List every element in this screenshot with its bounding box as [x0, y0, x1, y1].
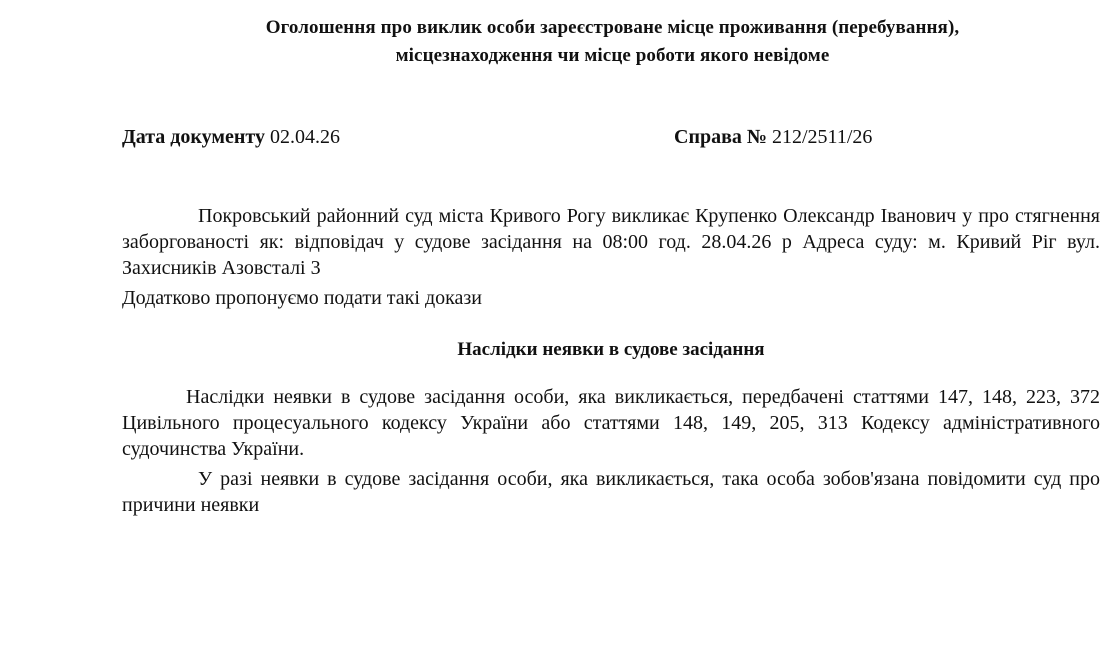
- document-title-line-1: Оголошення про виклик особи зареєстроване місце проживання (перебування),: [265, 17, 960, 38]
- document-date-label: Дата документу: [122, 126, 265, 148]
- consequences-heading: Наслідки неявки в судове засідання: [457, 339, 765, 360]
- evidence-request-paragraph: Додатково пропонуємо подати такі докази: [122, 287, 483, 309]
- document-date: [122, 124, 340, 150]
- consequences-paragraph: Наслідки неявки в судове засідання особи, яка викликається, передбачені статтями 147, 148, 223, 372 Цивільного процесуального кодексу України або статтями 148, 149, 205, 313 Кодексу адміністративного судочинства України.: [122, 386, 1100, 460]
- case-number-value: 212/2511/26: [772, 126, 873, 148]
- document-date-value: 02.04.26: [270, 126, 340, 148]
- case-number-label: Справа №: [674, 126, 767, 148]
- case-number: [674, 124, 872, 150]
- summons-paragraph: Покровський районний суд міста Кривого Рогу викликає Крупенко Олександр Іванович у про стягнення заборгованості як: відповідач у судове засідання на 08:00 год. 28.04.26 р Адреса суду: м. Кривий Ріг вул. Захисників Азовсталі 3: [122, 205, 1100, 279]
- document-title-line-2: місцезнаходження чи місце роботи якого невідоме: [395, 45, 830, 66]
- notification-duty-paragraph: У разі неявки в судове засідання особи, яка викликається, така особа зобов'язана повідомити суд про причини неявки: [122, 468, 1100, 516]
